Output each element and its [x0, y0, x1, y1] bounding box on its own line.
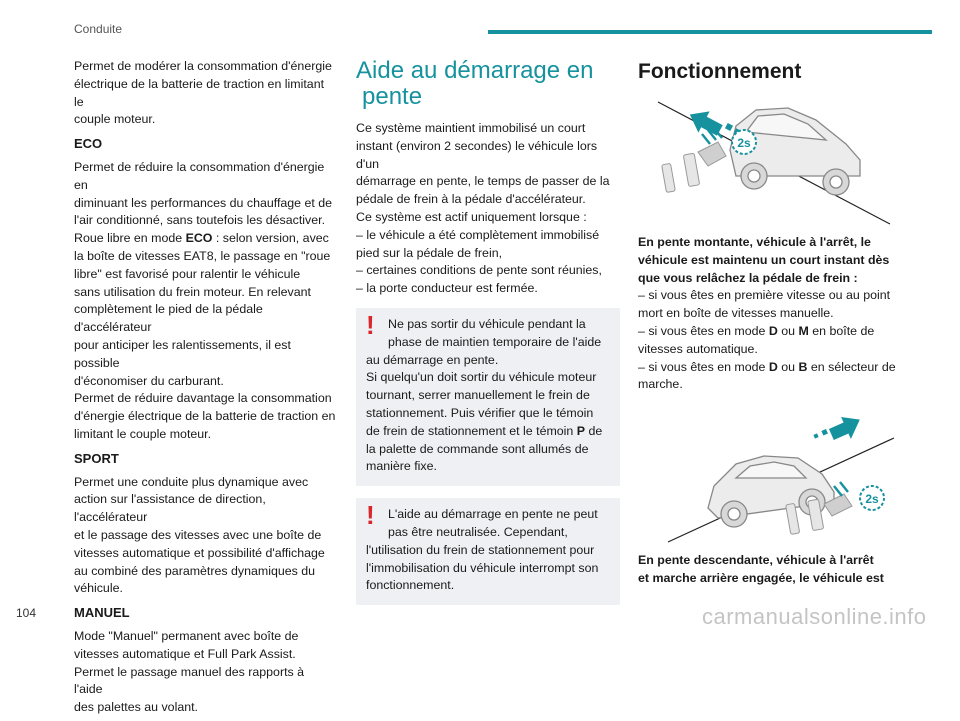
text-line: pas être neutralisée. Cependant, — [388, 524, 568, 539]
text-run: de frein de stationnement et le témoin — [366, 423, 577, 438]
text-line: couple moteur. — [74, 112, 156, 127]
text-line: Permet une conduite plus dynamique avec — [74, 474, 309, 489]
mode-m-bold: M — [798, 323, 809, 338]
text-run: – si vous êtes en mode — [638, 323, 769, 338]
text-line: et le passage des vitesses avec une boîte de — [74, 527, 322, 542]
text-line: marche. — [638, 377, 683, 392]
text-line: En pente montante, véhicule à l'arrêt, le — [638, 235, 871, 249]
eco-paragraph — [74, 159, 336, 444]
text-line: sans utilisation du frein moteur. En relevant — [74, 284, 311, 299]
text-line: électrique de la batterie de traction en limitant le — [74, 76, 325, 109]
heading-line: Aide au démarrage en — [356, 57, 594, 84]
text-line: la palette de commande sont allumés de — [366, 441, 589, 456]
sport-heading: SPORT — [74, 450, 119, 466]
warning-box — [356, 308, 620, 486]
text-line: L'aide au démarrage en pente ne peut — [388, 507, 598, 522]
text-line: pédale de frein à la pédale d'accélérateur. — [356, 192, 586, 207]
text-line: véhicule est maintenu un court instant dès — [638, 252, 890, 267]
text-line: Si quelqu'un doit sortir du véhicule moteur — [366, 370, 597, 385]
text-line: mort en boîte de vitesses manuelle. — [638, 306, 834, 321]
text-run: – si vous êtes en mode — [638, 359, 769, 374]
text-line: Ce système est actif uniquement lorsque : — [356, 209, 587, 224]
text-line — [366, 423, 610, 441]
indicator-p-bold: P — [576, 423, 586, 438]
text-line: stationnement. Puis vérifier que le témoin — [366, 405, 594, 420]
text-line: au combiné des paramètres dynamiques du — [74, 563, 316, 578]
section-heading-operation: Fonctionnement — [638, 60, 802, 83]
text-line: limitant le couple moteur. — [74, 426, 212, 441]
text-line: Permet de modérer la consommation d'énergie — [74, 59, 332, 73]
text-line: au démarrage en pente. — [366, 352, 499, 367]
text-line: Ce système maintient immobilisé un court — [356, 121, 586, 135]
timer-badge-icon — [732, 130, 756, 154]
timer-badge-icon — [860, 486, 884, 510]
timer-badge-label: 2s — [737, 136, 751, 150]
text-line: des palettes au volant. — [74, 700, 198, 715]
right-column — [638, 58, 900, 592]
text-line: – la porte conducteur est fermée. — [356, 281, 538, 296]
timer-badge-label: 2s — [865, 492, 879, 507]
freewheel-line — [74, 230, 336, 248]
text-line: démarrage en pente, le temps de passer de la — [356, 174, 610, 189]
sport-paragraph — [74, 474, 336, 599]
mode-d-bold: D — [768, 323, 778, 338]
downhill-illustration — [638, 408, 900, 544]
text-run: : selon version, avec — [212, 231, 329, 246]
text-line: Permet le passage manuel des rapports à l'aide — [74, 664, 305, 697]
page-number: 104 — [16, 606, 37, 620]
text-line: vitesses automatique et possibilité d'affichage — [74, 545, 325, 560]
text-line: Permet de réduire davantage la consommation — [74, 391, 332, 406]
text-line: libre" est favorisé pour ralentir le véhicule — [74, 266, 301, 281]
left-column — [74, 58, 336, 721]
text-line: En pente descendante, véhicule à l'arrêt — [638, 553, 874, 568]
text-line: complètement le pied de la pédale d'accélérateur — [74, 302, 263, 335]
watermark: carmanualsonline.info — [702, 604, 927, 629]
header-title: Conduite — [74, 22, 123, 36]
text-line: d'énergie électrique de la batterie de traction en — [74, 409, 336, 424]
text-line: et marche arrière engagée, le véhicule est — [638, 570, 884, 585]
text-line: phase de maintien temporaire de l'aide — [388, 334, 602, 349]
warning-icon: ! — [366, 309, 375, 340]
mode-d-bold: D — [768, 359, 778, 374]
text-line — [638, 359, 900, 377]
text-line: Mode "Manuel" permanent avec boîte de — [74, 628, 299, 643]
motion-arrow-icon — [813, 411, 865, 446]
uphill-paragraph — [638, 234, 900, 394]
header-accent-bar — [488, 30, 932, 34]
pedals-icon — [662, 128, 726, 192]
uphill-illustration — [638, 94, 900, 226]
heading-line: pente — [362, 83, 423, 110]
section-heading-hill-start — [356, 58, 620, 110]
middle-column — [356, 58, 620, 613]
text-line: que vous relâchez la pédale de frein : — [638, 270, 858, 285]
warning-icon: ! — [366, 500, 375, 531]
hill-start-paragraph — [356, 120, 620, 298]
text-line: – le véhicule a été complètement immobilisé — [356, 227, 600, 242]
eco-mode-bold: ECO — [185, 231, 213, 246]
text-line: pour anticiper les ralentissements, il est possible — [74, 337, 291, 370]
manuel-heading: MANUEL — [74, 605, 130, 621]
text-run: ou — [777, 323, 799, 338]
text-line: pied sur la pédale de frein, — [356, 245, 503, 260]
text-run: en sélecteur de — [807, 359, 896, 374]
text-line: action sur l'assistance de direction, l'accélérateur — [74, 492, 266, 525]
manuel-paragraph — [74, 628, 336, 717]
text-line: l'utilisation du frein de stationnement pour — [366, 542, 595, 557]
text-line: instant (environ 2 secondes) le véhicule lors d'un — [356, 138, 598, 171]
text-line: vitesses automatique. — [638, 341, 758, 356]
text-line: véhicule. — [74, 581, 123, 596]
text-line: Ne pas sortir du véhicule pendant la — [388, 316, 586, 331]
mode-b-bold: B — [798, 359, 808, 374]
text-line: d'économiser du carburant. — [74, 373, 224, 388]
text-run: de — [585, 423, 603, 438]
text-line — [638, 323, 900, 341]
warning-box — [356, 498, 620, 605]
text-line: – si vous êtes en première vitesse ou au point — [638, 288, 891, 303]
text-line: diminuant les performances du chauffage et de — [74, 195, 333, 210]
text-line: l'air conditionné, sans toutefois les désactiver. — [74, 213, 326, 228]
text-run: ou — [777, 359, 799, 374]
text-line: Permet de réduire la consommation d'énergie en — [74, 159, 325, 192]
text-run: en boîte de — [808, 323, 875, 338]
downhill-paragraph — [638, 552, 900, 588]
eco-heading: ECO — [74, 136, 103, 152]
text-line: tournant, serrer manuellement le frein de — [366, 388, 590, 403]
text-line: l'immobilisation du véhicule interrompt son — [366, 560, 599, 575]
text-line: la boîte de vitesses EAT8, le passage en "roue — [74, 248, 331, 263]
text-line: fonctionnement. — [366, 578, 455, 593]
text-line: manière fixe. — [366, 459, 437, 474]
text-line: vitesses automatique et Full Park Assist. — [74, 646, 296, 661]
intro-paragraph — [74, 58, 336, 129]
text-line: – certaines conditions de pente sont réunies, — [356, 263, 602, 278]
text-run: Roue libre en mode — [74, 231, 186, 246]
